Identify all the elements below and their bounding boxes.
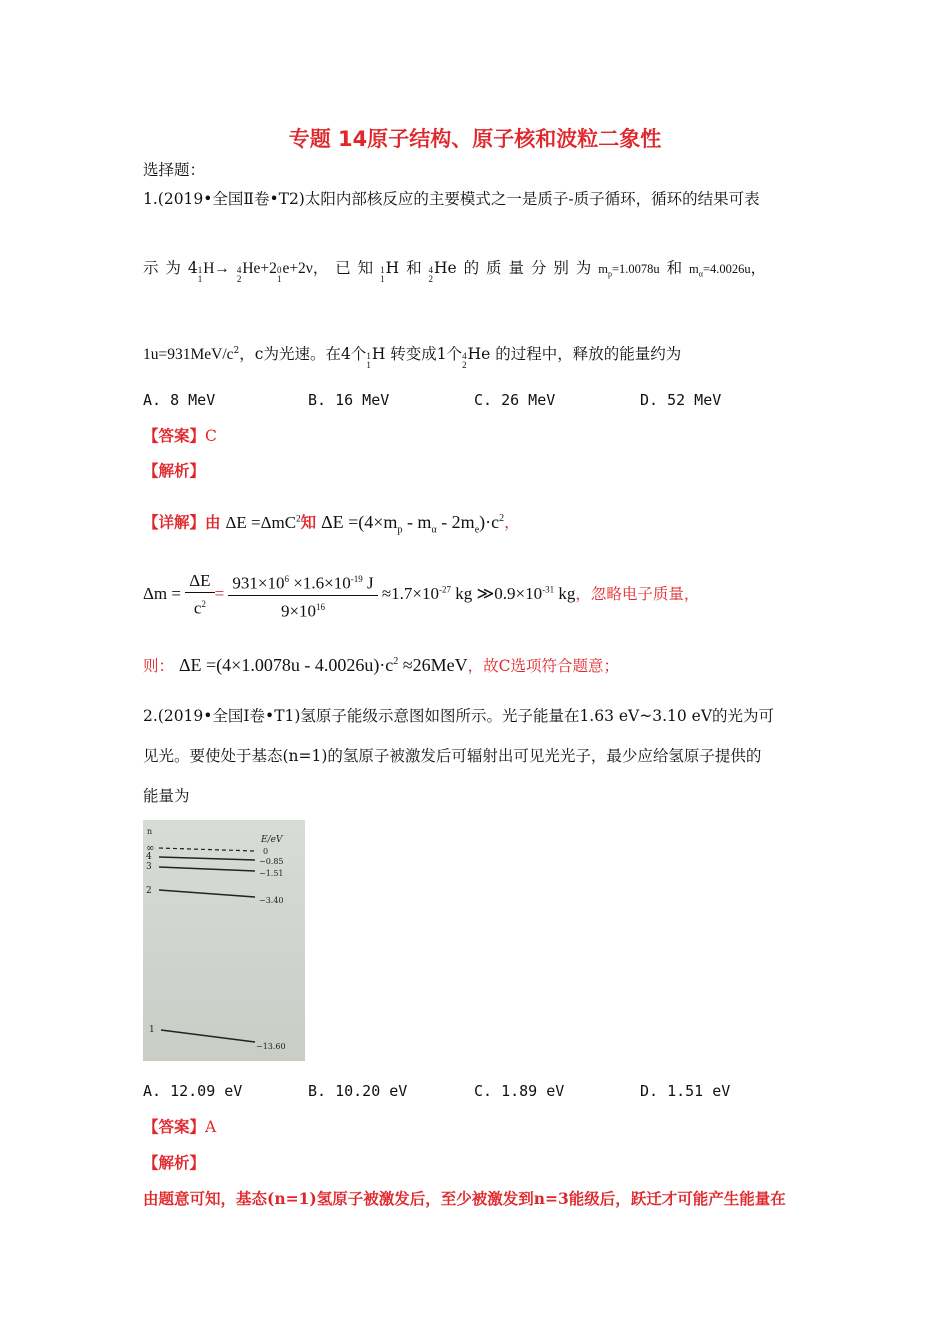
q2-option-d: D. 1.51 eV bbox=[640, 1082, 731, 1100]
q1-analysis-label: 【解析】 bbox=[143, 461, 206, 480]
level-e-3: −1.51 bbox=[259, 869, 284, 878]
level-n-3: 3 bbox=[146, 862, 152, 872]
q1-mass-formula: Δm = $\frac{\Delta E}{c^2}$ = $\frac{931\times 10^6 \times 1.6\times 10^{-19} J}{9\times 10^{16}}$ $\approx 1.7\times 10^{-27}$ kg $≫0.9\times 10^{-31}$ kg，忽略电子质量， bbox=[143, 568, 699, 622]
level-line-inf bbox=[159, 848, 255, 851]
q1-detail: 【详解】由 ΔE =ΔmC$^2$知 $\Delta E =(4\times m_p - m_\alpha - 2m_e)\cdot c^2$， bbox=[143, 511, 520, 536]
q1-option-b: B. 16 MeV bbox=[308, 391, 390, 409]
energy-unit-label: E/eV bbox=[261, 835, 283, 845]
q1-option-a: A. 8 MeV bbox=[143, 391, 216, 409]
q1-option-c: C. 26 MeV bbox=[474, 391, 556, 409]
n-axis-label: n bbox=[147, 827, 153, 836]
q1-conclusion: 则： $\Delta E =(4\times 1.0078u - 4.0026u)\cdot c^2 \approx 26MeV$，故C选项符合题意； bbox=[143, 655, 620, 675]
level-e-1: −13.60 bbox=[256, 1042, 286, 1051]
level-line-4 bbox=[159, 857, 255, 860]
q2-stem-line3: 能量为 bbox=[143, 787, 190, 805]
level-line-3 bbox=[159, 867, 255, 871]
level-e-4: −0.85 bbox=[259, 857, 284, 866]
level-n-inf: ∞ bbox=[146, 843, 155, 854]
page-title: 专题 14原子结构、原子核和波粒二象性 bbox=[288, 127, 662, 151]
q1-answer: 【答案】C bbox=[143, 426, 217, 445]
q2-option-c: C. 1.89 eV bbox=[474, 1082, 565, 1100]
level-n-1: 1 bbox=[149, 1025, 155, 1035]
q2-stem-line2: 见光。要使处于基态(n=1)的氢原子被激发后可辐射出可见光光子，最少应给氢原子提供的 bbox=[143, 747, 762, 765]
q1-option-d: D. 52 MeV bbox=[640, 391, 722, 409]
q2-analysis-label: 【解析】 bbox=[143, 1153, 206, 1172]
q2-option-b: B. 10.20 eV bbox=[308, 1082, 408, 1100]
q1-stem-line2: 示 为 4 1 1 H→ 4 2 He+2 0 1 e+2ν， 已 知 1 1 H 和 4 2 He 的 质 量 分 别 为 $m_p=1.0078u$ 和 $m_\alpha=4.0026u$， bbox=[143, 259, 767, 284]
energy-level-svg bbox=[143, 820, 305, 1061]
q1-stem-line3: $1u=931MeV/c^2$，c为光速。在4个 1 1 H 转变成1个 4 2 He 的过程中，释放的能量约为 bbox=[143, 345, 682, 371]
level-n-2: 2 bbox=[146, 886, 152, 896]
q2-answer: 【答案】A bbox=[143, 1117, 217, 1136]
level-n-4: 4 bbox=[146, 852, 152, 862]
q2-stem-line1: 2.(2019•全国Ⅰ卷•T1)氢原子能级示意图如图所示。光子能量在1.63 eV~3.10 eV的光为可 bbox=[143, 707, 775, 725]
q2-analysis-text: 由题意可知，基态(n=1)氢原子被激发后，至少被激发到n=3能级后，跃迁才可能产生能量在 bbox=[143, 1189, 786, 1208]
energy-level-diagram bbox=[143, 820, 305, 1061]
q2-option-a: A. 12.09 eV bbox=[143, 1082, 243, 1100]
level-e-inf: 0 bbox=[263, 847, 269, 856]
level-e-2: −3.40 bbox=[259, 896, 284, 905]
q1-stem-line1: 1.(2019•全国Ⅱ卷•T2)太阳内部核反应的主要模式之一是质子-质子循环，循环的结果可表 bbox=[143, 190, 760, 208]
level-line-1 bbox=[161, 1030, 255, 1042]
level-line-2 bbox=[159, 890, 255, 897]
section-heading: 选择题： bbox=[143, 161, 206, 179]
